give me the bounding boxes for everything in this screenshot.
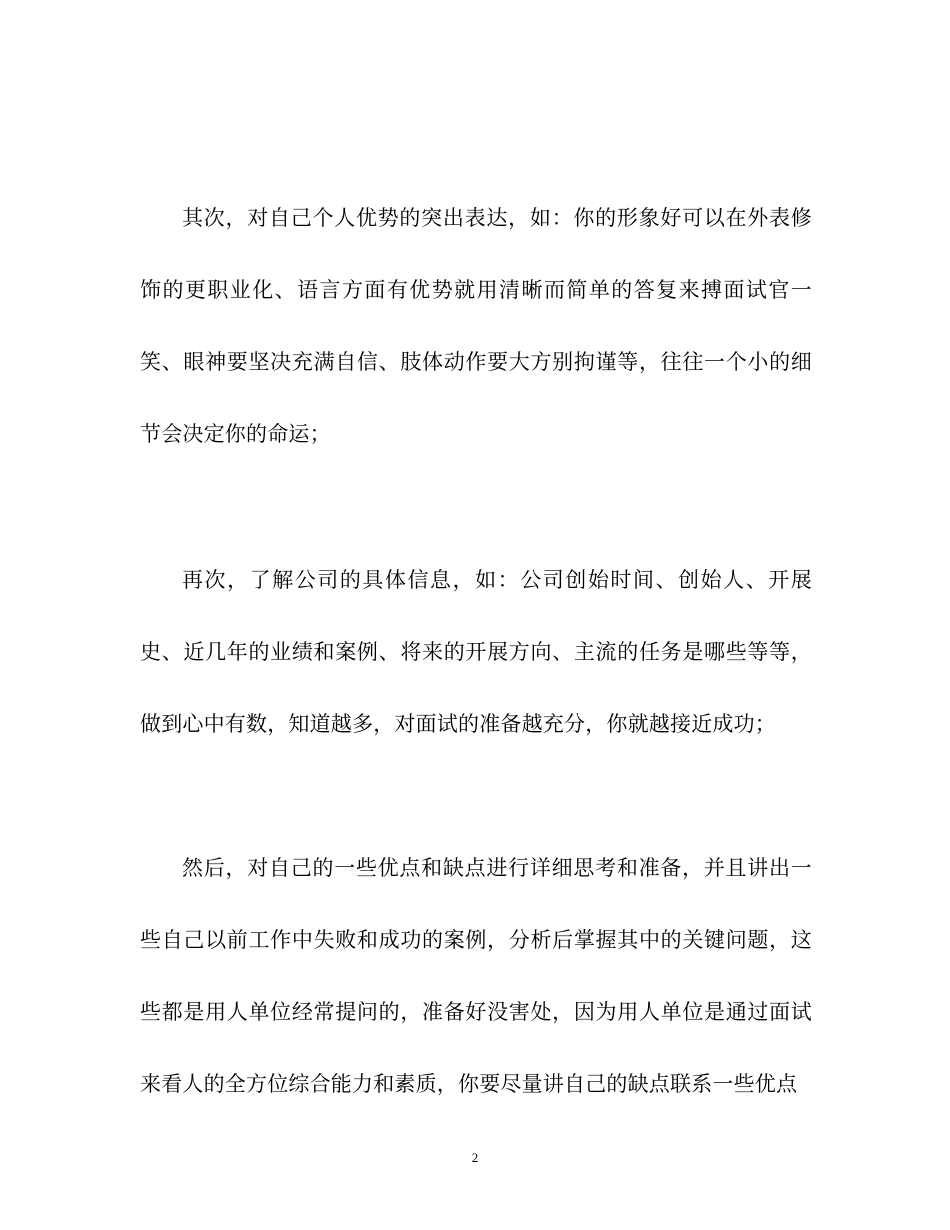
paragraph-company-research: 再次，了解公司的具体信息，如：公司创始时间、创始人、开展史、近几年的业绩和案例、将来的开展方向、主流的任务是哪些等等，做到心中有数，知道越多，对面试的准备越充分，你就越接近成功； bbox=[140, 568, 812, 736]
page-number: 2 bbox=[471, 1150, 479, 1165]
paragraph-strengths-weaknesses: 然后，对自己的一些优点和缺点进行详细思考和准备，并且讲出一些自己以前工作中失败和成功的案例，分析后掌握其中的关键问题，这些都是用人单位经常提问的，准备好没害处，因为用人单位是通过面试来看人的全方位综合能力和素质，你要尽量讲自己的缺点联系一些优点 bbox=[140, 856, 812, 1096]
paragraph-self-strengths: 其次，对自己个人优势的突出表达，如：你的形象好可以在外表修饰的更职业化、语言方面有优势就用清晰而简单的答复来搏面试官一笑、眼神要坚决充满自信、肢体动作要大方别拘谨等，往往一个小的细节会决定你的命运； bbox=[140, 206, 812, 446]
